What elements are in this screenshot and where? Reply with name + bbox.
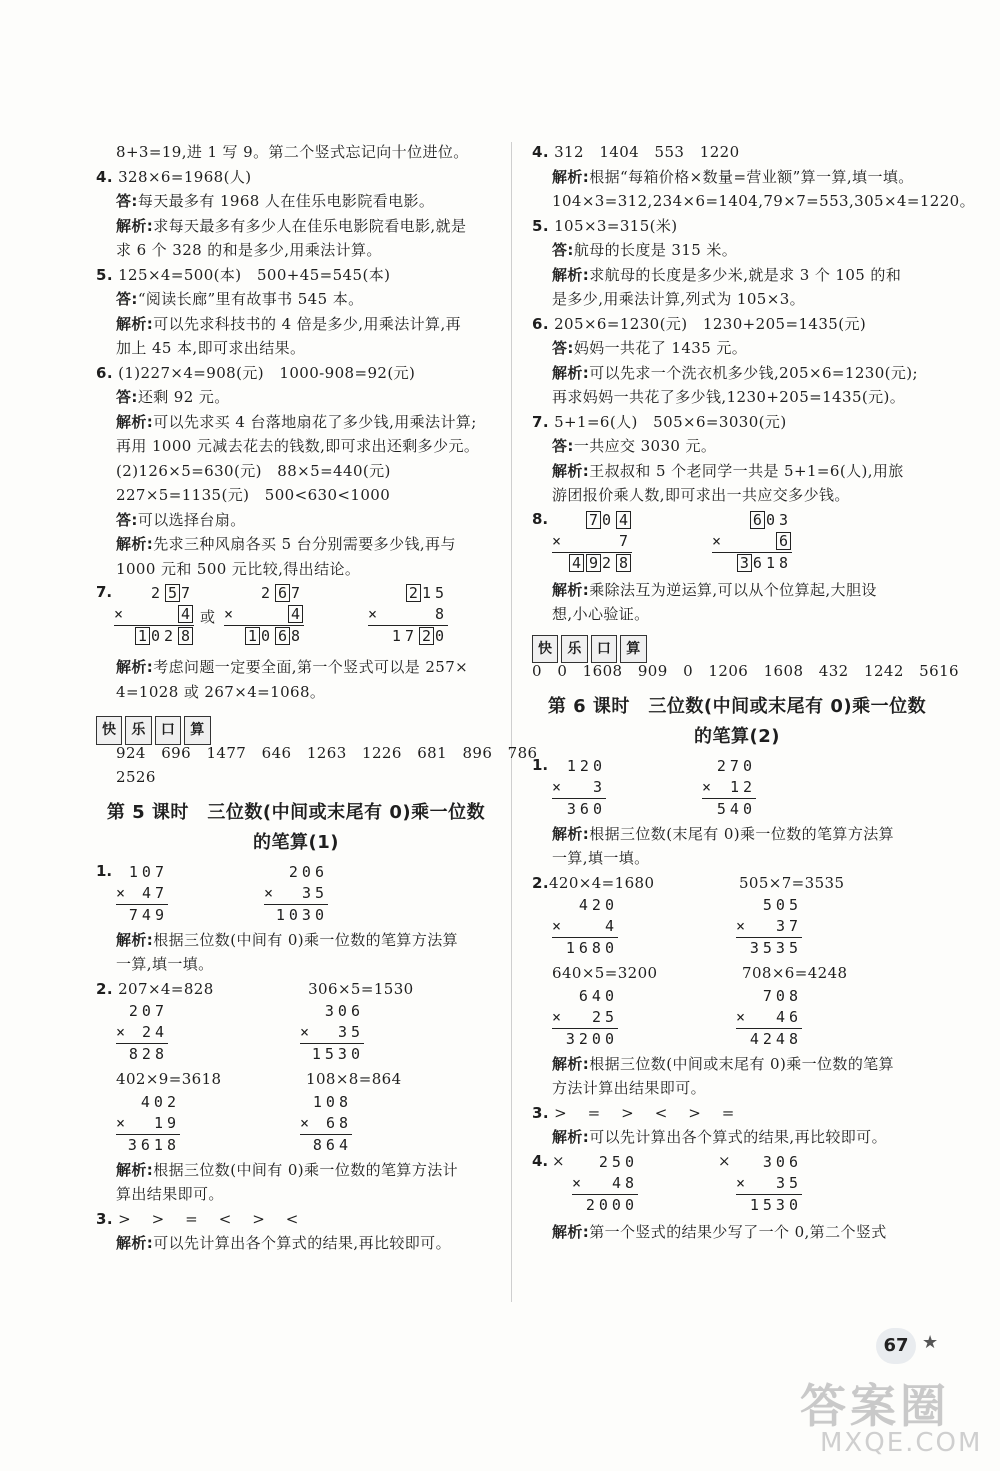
vertical-calc: 250 × 48 2000 bbox=[572, 1152, 638, 1214]
equation: 420×4=1680 bbox=[548, 873, 655, 892]
equation: 207×4=828 bbox=[118, 979, 214, 998]
equation: 105×3=315(米) bbox=[554, 216, 678, 235]
vertical-calc: 505 × 37 3535 bbox=[736, 896, 802, 957]
analysis: 解析:可以先计算出各个算式的结果,再比较即可。 bbox=[552, 1128, 887, 1146]
vertical-calc: 6 03 × 6 3 618 bbox=[712, 510, 792, 572]
question-number: 5. bbox=[96, 265, 113, 284]
analysis: 一算,填一填。 bbox=[116, 955, 214, 973]
analysis: 游团报价乘人数,即可求出一共应交多少钱。 bbox=[552, 486, 850, 504]
q8-vertical-group: 8. 7 0 4 × 7 4 9 2 8 6 03 × 6 3 618 bbox=[532, 509, 792, 572]
equation: 708×6=4248 bbox=[742, 964, 848, 982]
equation: 5+1=6(人) 505×6=3030(元) bbox=[554, 412, 787, 431]
column-divider bbox=[511, 142, 512, 1302]
l5-q2-verticals-1 bbox=[96, 1001, 496, 1067]
page-number: 67 bbox=[876, 1328, 916, 1364]
analysis: 再用 1000 元减去花去的钱数,即可求出还剩多少元。 bbox=[116, 437, 480, 455]
analysis: 求 6 个 328 的和是多少,用乘法计算。 bbox=[116, 241, 382, 259]
wrong-mark: × bbox=[718, 1151, 731, 1170]
analysis: 解析:求航母的长度是多少米,就是求 3 个 105 的和 bbox=[552, 265, 902, 284]
analysis: 一算,填一填。 bbox=[552, 849, 650, 867]
analysis: 是多少,用乘法计算,列式为 105×3。 bbox=[552, 290, 806, 308]
equation: 227×5=1135(元) 500<630<1000 bbox=[116, 486, 391, 504]
vertical-calc: 640 × 25 3200 bbox=[552, 986, 618, 1048]
vertical-calc: 108 × 68 864 bbox=[300, 1092, 352, 1154]
vertical-calc: 107 × 47 749 bbox=[116, 862, 168, 924]
analysis: 再求妈妈一共花了多少钱,1230+205=1435(元)。 bbox=[552, 388, 906, 406]
vertical-calc: 2 6 7 × 4 1 0 6 8 bbox=[224, 584, 304, 645]
left-column: 8+3=19,进 1 写 9。第二个竖式忘记向十位进位。 4. 328×6=1968(人) 答:每天最多有 1968 人在佳乐电影院看电影。 解析:求每天最多有多少人在佳乐电影院看电影,就是 求 6 个 328 的和是多少,用乘法计算。 5. 125×4=500(本) 500+45=545(本) 答:“阅读长廊”里有故事书 545 本。 解析:可以先求科技书的 4 倍是多少,用乘法计算,再 加上 45 本,即可求出结果。 6. (1)227×4=908(元) 1000-908=92(元) 答:还剩 92 元。 解析:可以先求买 4 台落地扇花了多少钱,用乘法计算; 再用 1000 元减去花去的钱数,即可求出还剩多少元。 (2)126×5=630(元) 88×5=440(元) 227×5=1135(元) 500<630<1000 答:可以选择台扇。 解析:先求三种风扇各买 5 台分别需要多少钱,再与 1000 元和 500 元比较,得出结论。 7. 2 5 7 × 4 1 02 8 或 2 6 7 × 4 1 0 6 8 2 15 × 8 17 2 0 解析:考虑问题一定要全面,第一个竖式可以是 257× 4=1028 或 267×4=1068。 快 乐 口 算 924 696 1477 646 1263 1226 681 896 786 2526 第 5 课时 三位数(中间或末尾有 0)乘一位数 的笔算(1) 1. 107 × 47 749 206 × 35 1030 解析:根据三位数(中间有 0)乘一位数的笔算方法算 一算,填一填。 2. 207×4=828 306×5=1530 207 × 24 828 306 × 35 1530 402×9=3618 108×8=864 402 × 19 3618 108 × 68 864 解析:根据三位数(中间有 0)乘一位数的笔算方法计 算出结果即可。 3. > > = < > < 解析:可以先计算出各个算式的结果,再比较即可。 bbox=[96, 140, 496, 1256]
equation: (2)126×5=630(元) 88×5=440(元) bbox=[116, 461, 391, 480]
answer: 答:还剩 92 元。 bbox=[116, 388, 230, 406]
oral-calc-tag: 快 乐 口 算 bbox=[532, 635, 942, 660]
analysis: 解析:根据“每箱价格×数量=营业额”算一算,填一填。 bbox=[552, 167, 914, 186]
answer: 答:每天最多有 1968 人在佳乐电影院看电影。 bbox=[116, 192, 435, 210]
oral-answers: 2526 bbox=[116, 768, 156, 786]
wrong-mark: × bbox=[552, 1151, 565, 1170]
analysis: 解析:先求三种风扇各买 5 台分别需要多少钱,再与 bbox=[116, 535, 456, 553]
lesson-title: 第 6 课时 三位数(中间或末尾有 0)乘一位数 的笔算(2) bbox=[547, 695, 927, 747]
answer: 答:可以选择台扇。 bbox=[116, 510, 246, 529]
vertical-calc: 120 × 3 360 bbox=[552, 756, 606, 818]
l6-q1-group: 1. 120 × 3 360 270 × 12 540 bbox=[532, 755, 756, 818]
question-number: 4. bbox=[96, 167, 113, 186]
oral-answers: 924 696 1477 646 1263 1226 681 896 786 bbox=[116, 743, 538, 762]
watermark-logo: 答案圈 bbox=[800, 1379, 950, 1433]
equation: 205×6=1230(元) 1230+205=1435(元) bbox=[554, 314, 867, 333]
l5-q1-group: 1. 107 × 47 749 206 × 35 1030 bbox=[96, 861, 328, 924]
l6-q2-verticals-1 bbox=[532, 895, 942, 961]
analysis: 解析:根据三位数(中间或末尾有 0)乘一位数的笔算 bbox=[552, 1054, 895, 1073]
analysis: 解析:可以先计算出各个算式的结果,再比较即可。 bbox=[116, 1234, 451, 1252]
analysis: 解析:王叔叔和 5 个老同学一共是 5+1=6(人),用旅 bbox=[552, 461, 904, 480]
answers: 312 1404 553 1220 bbox=[554, 143, 740, 161]
analysis: 1000 元和 500 元比较,得出结论。 bbox=[116, 559, 361, 578]
lesson-title: 第 5 课时 三位数(中间或末尾有 0)乘一位数 的笔算(1) bbox=[106, 801, 486, 853]
question-number: 7. bbox=[96, 583, 113, 601]
analysis: 解析:根据三位数(末尾有 0)乘一位数的笔算方法算 bbox=[552, 824, 895, 843]
vertical-calc: 402 × 19 3618 bbox=[116, 1092, 180, 1154]
equation: 505×7=3535 bbox=[738, 873, 845, 892]
analysis: 解析:可以先求买 4 台落地扇花了多少钱,用乘法计算; bbox=[116, 412, 477, 431]
analysis: 解析:可以先求科技书的 4 倍是多少,用乘法计算,再 bbox=[116, 314, 462, 333]
l5-q2-verticals-2 bbox=[96, 1092, 496, 1158]
analysis: 解析:第一个竖式的结果少写了一个 0,第二个竖式 bbox=[552, 1222, 887, 1241]
question-number: 6. bbox=[96, 363, 113, 382]
analysis: 加上 45 本,即可求出结果。 bbox=[116, 339, 306, 357]
comparison-answers: > > = < > < bbox=[118, 1209, 299, 1228]
analysis: 方法计算出结果即可。 bbox=[552, 1079, 707, 1097]
vertical-calc: 270 × 12 540 bbox=[702, 756, 756, 818]
or-text: 或 bbox=[200, 608, 216, 626]
analysis: 解析:可以先求一个洗衣机多少钱,205×6=1230(元); bbox=[552, 363, 919, 382]
comparison-answers: > = > < > = bbox=[554, 1103, 735, 1122]
analysis: 解析:求每天最多有多少人在佳乐电影院看电影,就是 bbox=[116, 216, 467, 235]
q7-vertical-group bbox=[96, 581, 496, 655]
vertical-calc: 207 × 24 828 bbox=[116, 1002, 168, 1063]
vertical-calc: 306 × 35 1530 bbox=[736, 1152, 802, 1214]
oral-calc-tag: 快 乐 口 算 bbox=[96, 716, 496, 741]
analysis: 想,小心验证。 bbox=[552, 605, 650, 623]
right-column: 4. 312 1404 553 1220 解析:根据“每箱价格×数量=营业额”算一算,填一填。 104×3=312,234×6=1404,79×7=553,305×4=1220。 5. 105×3=315(米) 答:航母的长度是 315 米。 解析:求航母的长度是多少米,就是求 3 个 105 的和 是多少,用乘法计算,列式为 105×3。 6. 205×6=1230(元) 1230+205=1435(元) 答:妈妈一共花了 1435 元。 解析:可以先求一个洗衣机多少钱,205×6=1230(元); 再求妈妈一共花了多少钱,1230+205=1435(元)。 7. 5+1=6(人) 505×6=3030(元) 答:一共应交 3030 元。 解析:王叔叔和 5 个老同学一共是 5+1=6(人),用旅 游团报价乘人数,即可求出一共应交多少钱。 8. 7 0 4 × 7 4 9 2 8 6 03 × 6 3 618 解析:乘除法互为逆运算,可以从个位算起,大胆设 想,小心验证。 快 乐 口 算 0 0 1608 909 0 1206 1608 432 1242 5616 第 6 课时 三位数(中间或末尾有 0)乘一位数 的笔算(2) 1. 120 × 3 360 270 × 12 540 解析:根据三位数(末尾有 0)乘一位数的笔算方法算 一算,填一填。 2.420×4=1680 505×7=3535 420 × 4 1680 505 × 37 3535 640×5=3200 708×6=4248 640 × 25 3200 708 × 46 4248 解析:根据三位数(中间或末尾有 0)乘一位数的笔算 方法计算出结果即可。 3. > = > < > = 解析:可以先计算出各个算式的结果,再比较即可。 4. × 250 × 48 2000 × 306 × 35 1530 解析:第一个竖式的结果少写了一个 0,第二个竖式 bbox=[532, 140, 942, 1244]
analysis: 算出结果即可。 bbox=[116, 1185, 224, 1203]
equation: 402×9=3618 bbox=[116, 1070, 222, 1088]
vertical-calc: 708 × 46 4248 bbox=[736, 986, 802, 1048]
equation: 125×4=500(本) 500+45=545(本) bbox=[118, 265, 391, 284]
analysis: 解析:根据三位数(中间有 0)乘一位数的笔算方法计 bbox=[116, 1160, 459, 1179]
text-line: 8+3=19,进 1 写 9。第二个竖式忘记向十位进位。 bbox=[116, 143, 469, 161]
l6-q4-group: 4. × 250 × 48 2000 × 306 × 35 1530 bbox=[532, 1151, 802, 1214]
answer: 答:航母的长度是 315 米。 bbox=[552, 241, 738, 259]
answer: 答:妈妈一共花了 1435 元。 bbox=[552, 339, 748, 357]
star-icon: ★ bbox=[922, 1332, 939, 1353]
vertical-calc: 2 5 7 × 4 1 02 8 bbox=[114, 584, 194, 645]
analysis: 4=1028 或 267×4=1068。 bbox=[116, 682, 326, 701]
vertical-calc: 420 × 4 1680 bbox=[552, 896, 618, 957]
equation: 108×8=864 bbox=[306, 1070, 402, 1088]
analysis: 解析:考虑问题一定要全面,第一个竖式可以是 257× bbox=[116, 658, 469, 676]
answer: 答:“阅读长廊”里有故事书 545 本。 bbox=[116, 290, 364, 308]
equation: 640×5=3200 bbox=[552, 964, 658, 982]
answer: 答:一共应交 3030 元。 bbox=[552, 437, 717, 455]
oral-answers: 0 0 1608 909 0 1206 1608 432 1242 5616 bbox=[532, 662, 959, 680]
vertical-calc: 2 15 × 8 17 2 0 bbox=[368, 584, 448, 645]
watermark-url: MXQE.COM bbox=[820, 1428, 983, 1458]
vertical-calc: 206 × 35 1030 bbox=[264, 862, 328, 924]
vertical-calc: 7 0 4 × 7 4 9 2 8 bbox=[552, 510, 632, 572]
equation: (1)227×4=908(元) 1000-908=92(元) bbox=[118, 363, 416, 382]
analysis: 解析:根据三位数(中间有 0)乘一位数的笔算方法算 bbox=[116, 930, 459, 949]
equation: 306×5=1530 bbox=[308, 979, 414, 998]
vertical-calc: 306 × 35 1530 bbox=[300, 1002, 364, 1063]
l6-q2-verticals-2 bbox=[532, 986, 942, 1052]
analysis: 解析:乘除法互为逆运算,可以从个位算起,大胆设 bbox=[552, 580, 877, 599]
equation: 328×6=1968(人) bbox=[118, 167, 252, 186]
analysis: 104×3=312,234×6=1404,79×7=553,305×4=1220。 bbox=[552, 192, 976, 210]
